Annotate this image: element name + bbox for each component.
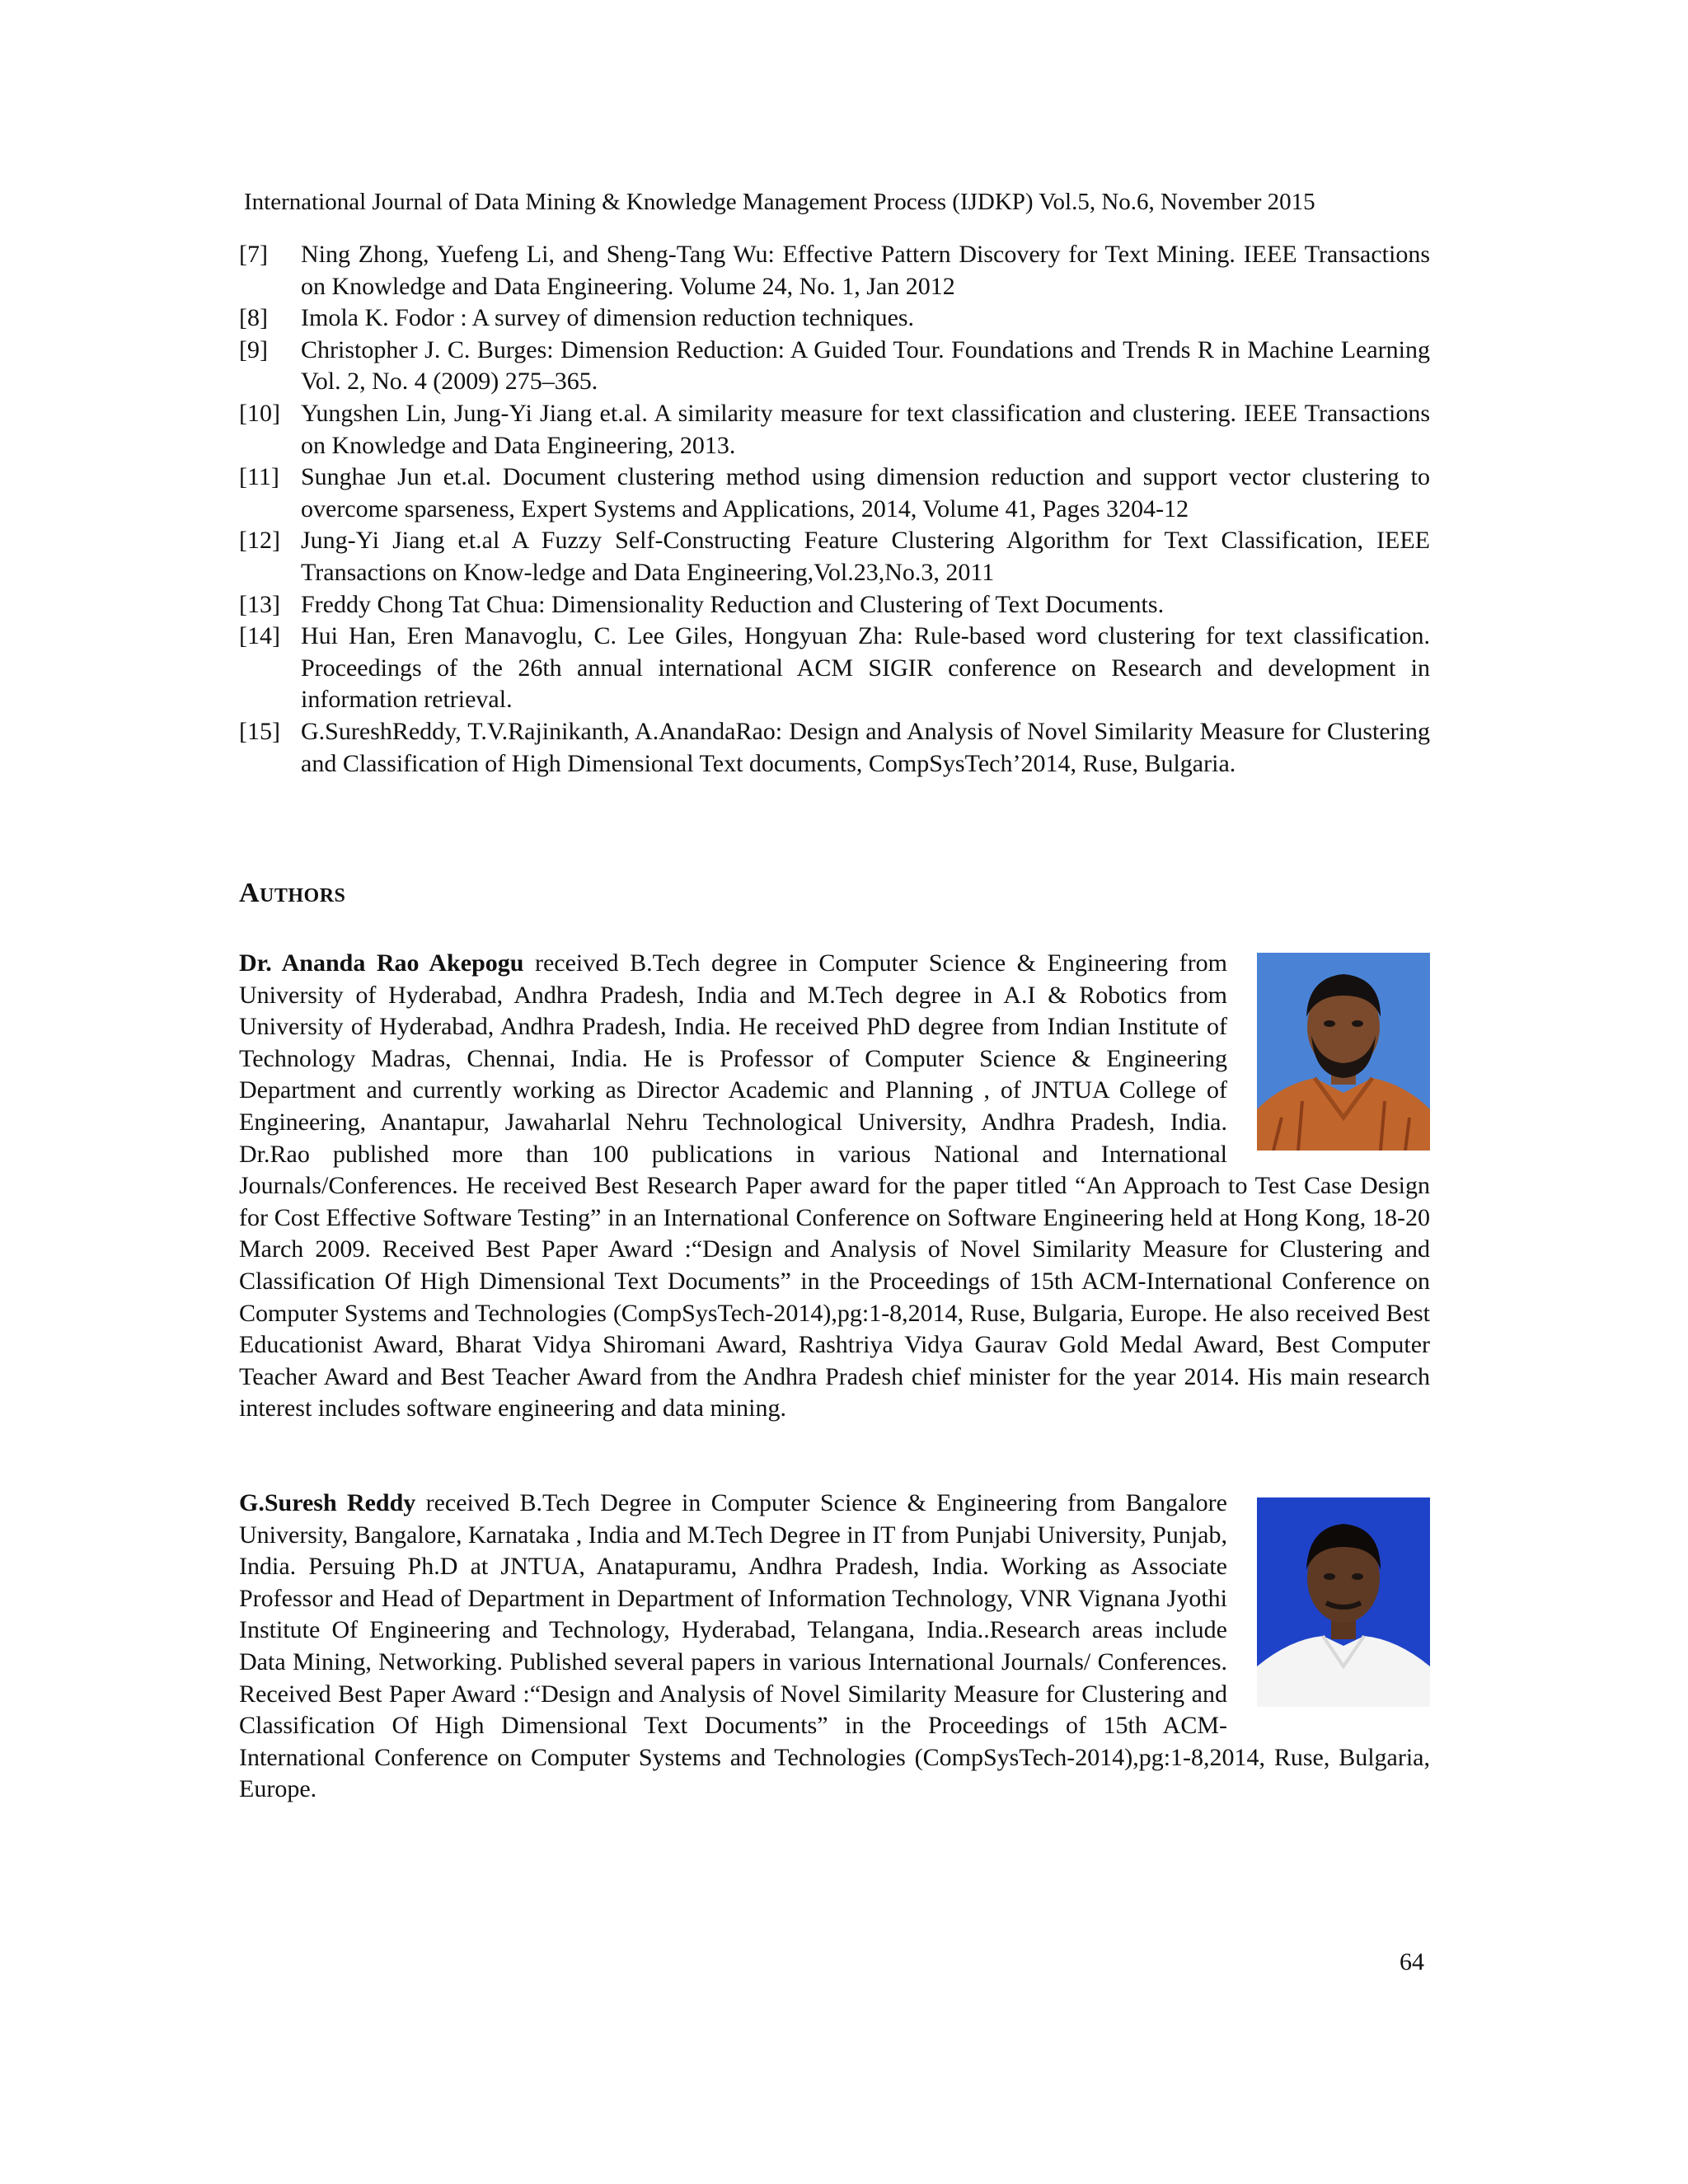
- reference-item: [239, 398, 1430, 462]
- reference-text: Christopher J. C. Burges: Dimension Reduction: A Guided Tour. Foundations and Trends R in Machine Learning Vol. 2, No. 4 (2009) 275–365.: [301, 335, 1430, 396]
- reference-item: [239, 525, 1430, 588]
- reference-number: [11]: [239, 463, 279, 491]
- reference-item: [239, 621, 1430, 716]
- reference-item: [239, 239, 1430, 302]
- reference-text: G.SureshReddy, T.V.Rajinikanth, A.AnandaRao: Design and Analysis of Novel Similarity Measure for Clustering and Classification of High Dimensional Text documents, CompSysTech’2014, Ruse, Bulgaria.: [301, 717, 1430, 777]
- reference-text: Imola K. Fodor : A survey of dimension reduction techniques.: [301, 304, 915, 332]
- reference-text: Ning Zhong, Yuefeng Li, and Sheng-Tang Wu: Effective Pattern Discovery for Text Mining. IEEE Transactions on Knowledge and Data Engineering. Volume 24, No. 1, Jan 2012: [301, 241, 1430, 300]
- reference-number: [12]: [239, 527, 280, 555]
- reference-number: [15]: [239, 717, 280, 745]
- author-bio-text: received B.Tech degree in Computer Science & Engineering from University of Hyderabad, Andhra Pradesh, India and M.Tech degree in A.I & Robotics from University of Hyderabad, Andhra Pradesh, India. He received PhD degree from Indian Institute of Technology Madras, Chennai, India. He is Professor of Computer Science & Engineering Department and currently working as Director Academic and Planning , of JNTUA College of Engineering, Anantapur, Jawaharlal Nehru Technological University, Andhra Pradesh, India. Dr.Rao published more than 100 publications in various National and International Journals/Conferences. He received Best Research Paper award for the paper titled “An Approach to Test Case Design for Cost Effective Software Testing” in an International Conference on Software Engineering held at Hong Kong, 18-20 March 2009. Received Best Paper Award :“Design and Analysis of Novel Similarity Measure for Clustering and Classification Of High Dimensional Text Documents” in the Proceedings of 15th ACM-International Conference on Computer Systems and Technologies (CompSysTech-2014),pg:1-8,2014, Ruse, Bulgaria, Europe. He also received Best Educationist Award, Bharat Vidya Shiromani Award, Rashtriya Vidya Gaurav Gold Medal Award, Best Computer Teacher Award and Best Teacher Award from the Andhra Pradesh chief minister for the year 2014. His main research interest includes software engineering and data mining.: [239, 949, 1430, 1422]
- author-photo: [1257, 1497, 1430, 1707]
- reference-text: Yungshen Lin, Jung-Yi Jiang et.al. A similarity measure for text classification and clustering. IEEE Transactions on Knowledge and Data Engineering, 2013.: [301, 399, 1430, 459]
- reference-number: [10]: [239, 399, 280, 427]
- reference-number: [7]: [239, 241, 268, 268]
- author-bio: [239, 1488, 1430, 1806]
- reference-list: [239, 239, 1430, 780]
- author-bio: [239, 948, 1430, 1425]
- running-header: International Journal of Data Mining & Knowledge Management Process (IJDKP) Vol.5, No.6, November 2015: [244, 189, 1315, 215]
- reference-text: Hui Han, Eren Manavoglu, C. Lee Giles, Hongyuan Zha: Rule-based word clustering for text classification. Proceedings of the 26th annual international ACM SIGIR conference on Research and development in information retrieval.: [301, 622, 1430, 714]
- reference-text: Sunghae Jun et.al. Document clustering method using dimension reduction and support vector clustering to overcome sparseness, Expert Systems and Applications, 2014, Volume 41, Pages 3204-12: [301, 463, 1430, 523]
- reference-item: [239, 335, 1430, 398]
- reference-number: [14]: [239, 622, 280, 650]
- person-portrait-icon: [1257, 1497, 1430, 1707]
- page-number: 64: [1400, 1948, 1424, 1975]
- reference-item: [239, 302, 1430, 335]
- reference-item: [239, 462, 1430, 525]
- author-bio-text: received B.Tech Degree in Computer Science & Engineering from Bangalore University, Bangalore, Karnataka , India and M.Tech Degree in IT from Punjabi University, Punjab, India. Persuing Ph.D at JNTUA, Anatapuramu, Andhra Pradesh, India. Working as Associate Professor and Head of Department in Department of Information Technology, VNR Vignana Jyothi Institute Of Engineering and Technology, Hyderabad, Telangana, India..Research areas include Data Mining, Networking. Published several papers in various International Journals/ Conferences. Received Best Paper Award :“Design and Analysis of Novel Similarity Measure for Clustering and Classification Of High Dimensional Text Documents” in the Proceedings of 15th ACM-International Conference on Computer Systems and Technologies (CompSysTech-2014),pg:1-8,2014, Ruse, Bulgaria, Europe.: [239, 1489, 1430, 1803]
- authors-heading: Authors: [239, 878, 346, 908]
- reference-item: [239, 716, 1430, 780]
- author-photo: [1257, 953, 1430, 1151]
- reference-text: Freddy Chong Tat Chua: Dimensionality Reduction and Clustering of Text Documents.: [301, 590, 1165, 618]
- reference-number: [9]: [239, 335, 268, 363]
- reference-item: [239, 589, 1430, 621]
- reference-text: Jung-Yi Jiang et.al A Fuzzy Self-Constructing Feature Clustering Algorithm for Text Classification, IEEE Transactions on Know-ledge and Data Engineering,Vol.23,No.3, 2011: [301, 527, 1430, 586]
- reference-number: [13]: [239, 590, 280, 618]
- reference-number: [8]: [239, 304, 268, 332]
- person-portrait-icon: [1257, 953, 1430, 1151]
- author-name: G.Suresh Reddy: [239, 1489, 416, 1516]
- author-name: Dr. Ananda Rao Akepogu: [239, 949, 524, 977]
